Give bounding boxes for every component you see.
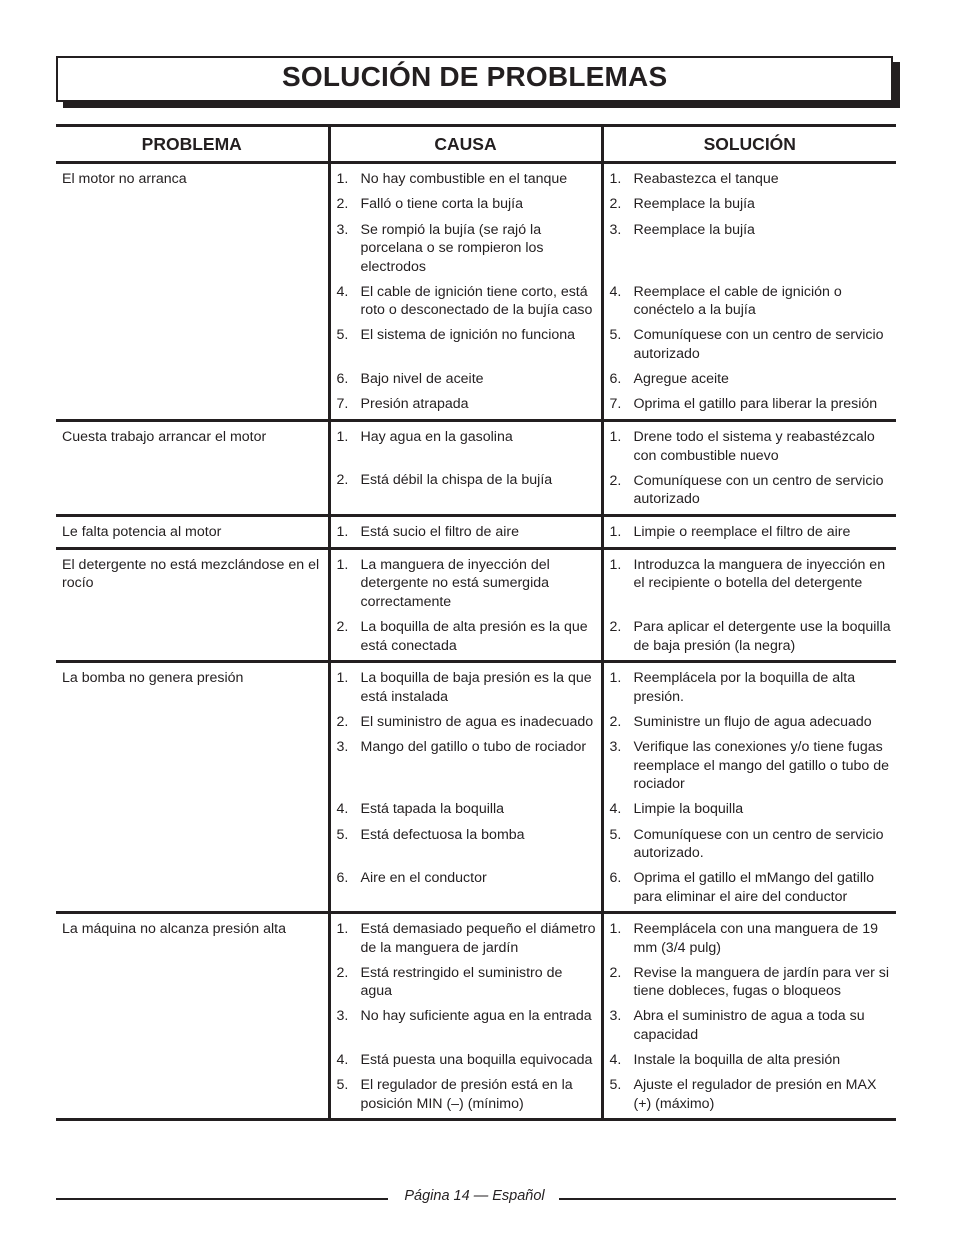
solution-text: Reemplace la bujía (633, 221, 755, 238)
solution-item (610, 523, 893, 542)
table-body (56, 163, 896, 1120)
item-number: 3. (336, 739, 349, 756)
cause-text: Se rompió la bujía (se rajó la porcelana o se rompieron los electrodos (360, 221, 544, 275)
item-number: 2. (609, 196, 622, 213)
solution-item (610, 869, 893, 906)
item-number: 3. (336, 221, 349, 238)
item-number: 2. (336, 196, 349, 213)
table-row (56, 515, 896, 548)
solution-cell (602, 163, 896, 421)
solution-text: Instale la boquilla de alta presión (633, 1051, 841, 1068)
item-number: 2. (336, 964, 349, 981)
cause-item (337, 195, 597, 214)
cause-text: El regulador de presión está en la posición MIN (–) (mínimo) (360, 1076, 573, 1112)
cause-item (337, 170, 597, 189)
item-number: 4. (609, 801, 622, 818)
solution-item (610, 283, 893, 320)
title-box (56, 56, 893, 102)
table-header-row (56, 126, 896, 163)
cause-cell (329, 421, 602, 516)
cause-text: No hay combustible en el tanque (360, 171, 568, 187)
item-number: 4. (336, 801, 349, 818)
cause-item (337, 738, 597, 794)
item-number: 2. (336, 619, 349, 636)
page-title: SOLUCIÓN DE PROBLEMAS (282, 61, 668, 92)
solution-item (610, 1007, 893, 1044)
cause-text: La boquilla de baja presión es la que está instalada (360, 670, 592, 705)
cause-item (337, 556, 597, 612)
item-number: 5. (609, 826, 622, 843)
solution-item (610, 800, 893, 819)
cause-item (337, 618, 597, 655)
item-number: 1. (609, 556, 622, 573)
cause-text: Bajo nivel de aceite (360, 370, 484, 387)
item-number: 7. (609, 396, 622, 413)
table-row (56, 163, 896, 421)
header-problema: PROBLEMA (56, 126, 329, 163)
cause-cell (329, 913, 602, 1120)
item-number: 6. (336, 869, 349, 886)
cause-text: Aire en el conductor (360, 869, 487, 886)
solution-cell (602, 548, 896, 661)
item-number: 1. (609, 921, 622, 938)
cause-item (337, 669, 597, 706)
item-number: 2. (336, 472, 349, 489)
item-number: 3. (336, 1008, 349, 1025)
cause-text: Falló o tiene corta la bujía (360, 196, 523, 213)
cause-text: Está débil la chispa de la bujía (360, 472, 553, 489)
cause-text: El suministro de agua es inadecuado (360, 713, 594, 730)
solution-cell (602, 421, 896, 516)
problem-cell: La máquina no alcanza presión alta (56, 913, 329, 1120)
item-number: 2. (609, 472, 622, 489)
solution-item (610, 221, 893, 277)
solution-text: Abra el suministro de agua a toda su capacidad (633, 1008, 865, 1043)
cause-item (337, 1007, 597, 1044)
cause-text: Está sucio el filtro de aire (360, 523, 520, 540)
solution-text: Limpie o reemplace el filtro de aire (633, 523, 851, 540)
troubleshooting-table (56, 124, 896, 1121)
cause-cell (329, 548, 602, 661)
solution-text: Reabastezca el tanque (633, 171, 779, 187)
cause-cell (329, 662, 602, 913)
item-number: 4. (609, 1051, 622, 1068)
cause-text: Hay agua en la gasolina (360, 429, 513, 446)
solution-cell (602, 515, 896, 548)
item-number: 7. (336, 395, 349, 412)
cause-item (337, 523, 597, 542)
footer-text: Página 14 — Español (404, 1188, 545, 1204)
cause-text: El sistema de ignición no funciona (360, 327, 576, 344)
header-solucion: SOLUCIÓN (602, 126, 896, 163)
cause-item (337, 428, 597, 465)
cause-text: El cable de ignición tiene corto, está roto o desconectado de la bujía caso (360, 283, 593, 319)
cause-item (337, 370, 597, 389)
solution-text: Oprima el gatillo para liberar la presión (633, 396, 878, 413)
cause-item (337, 471, 597, 508)
solution-text: Para aplicar el detergente use la boquilla de baja presión (la negra) (633, 619, 891, 654)
solution-item (610, 395, 893, 414)
cause-item (337, 964, 597, 1001)
item-number: 1. (336, 556, 349, 573)
solution-item (610, 1076, 893, 1113)
solution-text: Reemplácela con una manguera de 19 mm (3/4 pulg) (633, 921, 879, 956)
item-number: 6. (336, 370, 349, 387)
item-number: 3. (609, 739, 622, 756)
cause-text: La boquilla de alta presión es la que está conectada (360, 619, 588, 654)
item-number: 6. (609, 870, 622, 887)
footer-rule-left (56, 1198, 388, 1200)
cause-item (337, 1076, 597, 1113)
item-number: 3. (609, 1008, 622, 1025)
item-number: 1. (336, 670, 349, 687)
problem-cell: La bomba no genera presión (56, 662, 329, 913)
item-number: 2. (609, 964, 622, 981)
solution-item (610, 170, 893, 189)
solution-item (610, 195, 893, 214)
solution-item (610, 713, 893, 732)
solution-text: Agregue aceite (633, 370, 729, 387)
item-number: 3. (609, 221, 622, 238)
table-row (56, 662, 896, 913)
item-number: 4. (336, 1051, 349, 1068)
solution-item (610, 964, 893, 1001)
item-number: 1. (609, 670, 622, 687)
cause-item (337, 395, 597, 414)
item-number: 4. (609, 283, 622, 300)
solution-item (610, 428, 893, 465)
solution-text: Reemplace el cable de ignición o conéctelo a la bujía (633, 283, 842, 319)
header-causa: CAUSA (329, 126, 602, 163)
solution-item (610, 618, 893, 655)
table-row (56, 548, 896, 661)
cause-text: Está restringido el suministro de agua (360, 964, 563, 1000)
solution-item (610, 370, 893, 389)
solution-text: Drene todo el sistema y reabastézcalo con combustible nuevo (633, 429, 875, 464)
solution-text: Comuníquese con un centro de servicio autorizado (633, 472, 884, 508)
cause-text: Está tapada la boquilla (360, 801, 505, 818)
cause-item (337, 283, 597, 320)
cause-cell (329, 163, 602, 421)
table-row (56, 913, 896, 1120)
cause-text: No hay suficiente agua en la entrada (360, 1008, 592, 1025)
problem-cell: Cuesta trabajo arrancar el motor (56, 421, 329, 516)
page-footer (56, 1186, 896, 1208)
cause-item (337, 221, 597, 277)
cause-text: Presión atrapada (360, 395, 469, 412)
cause-item (337, 713, 597, 732)
item-number: 5. (336, 1076, 349, 1093)
item-number: 5. (336, 826, 349, 843)
cause-item (337, 826, 597, 863)
item-number: 5. (609, 1077, 622, 1094)
item-number: 4. (336, 283, 349, 300)
item-number: 1. (336, 921, 349, 938)
item-number: 2. (609, 619, 622, 636)
cause-text: Mango del gatillo o tubo de rociador (360, 739, 587, 756)
problem-cell: Le falta potencia al motor (56, 515, 329, 548)
item-number: 1. (336, 429, 349, 446)
solution-cell (602, 662, 896, 913)
item-number: 5. (336, 327, 349, 344)
problem-cell: El detergente no está mezclándose en el rocío (56, 548, 329, 661)
item-number: 1. (609, 171, 622, 187)
solution-text: Comuníquese con un centro de servicio autorizado. (633, 826, 884, 862)
item-number: 6. (609, 370, 622, 387)
solution-text: Limpie la boquilla (633, 801, 744, 818)
solution-item (610, 826, 893, 863)
solution-text: Suministre un flujo de agua adecuado (633, 713, 872, 730)
item-number: 2. (336, 713, 349, 730)
cause-cell (329, 515, 602, 548)
item-number: 1. (609, 429, 622, 446)
cause-text: Está demasiado pequeño el diámetro de la manguera de jardín (360, 921, 596, 956)
solution-text: Comuníquese con un centro de servicio autorizado (633, 327, 884, 362)
cause-item (337, 869, 597, 906)
solution-item (610, 920, 893, 957)
solution-item (610, 1051, 893, 1070)
troubleshooting-table-wrapper (56, 124, 896, 1121)
solution-text: Ajuste el regulador de presión en MAX (+) (máximo) (633, 1077, 877, 1112)
solution-text: Reemplácela por la boquilla de alta presión. (633, 670, 856, 705)
item-number: 1. (336, 523, 349, 540)
solution-text: Reemplace la bujía (633, 196, 755, 213)
item-number: 2. (609, 713, 622, 730)
cause-text: Está defectuosa la bomba (360, 826, 525, 843)
footer-rule-right (559, 1198, 896, 1200)
item-number: 1. (336, 171, 349, 187)
solution-text: Verifique las conexiones y/o tiene fugas reemplace el mango del gatillo o tubo de rociador (633, 739, 890, 793)
item-number: 1. (609, 523, 622, 540)
solution-text: Oprima el gatillo el mMango del gatillo para eliminar el aire del conductor (633, 870, 875, 905)
problem-cell: El motor no arranca (56, 163, 329, 421)
cause-item (337, 920, 597, 957)
item-number: 5. (609, 327, 622, 344)
solution-cell (602, 913, 896, 1120)
solution-item (610, 326, 893, 363)
solution-item (610, 669, 893, 706)
solution-item (610, 738, 893, 794)
cause-item (337, 800, 597, 819)
cause-item (337, 1051, 597, 1070)
cause-item (337, 326, 597, 363)
solution-text: Introduzca la manguera de inyección en el recipiente o botella del detergente (633, 556, 886, 592)
cause-text: La manguera de inyección del detergente no está sumergida correctamente (360, 556, 550, 611)
solution-item (610, 472, 893, 509)
table-row (56, 421, 896, 516)
cause-text: Está puesta una boquilla equivocada (360, 1051, 593, 1068)
solution-text: Revise la manguera de jardín para ver si tiene dobleces, fugas o bloqueos (633, 964, 890, 1000)
solution-item (610, 556, 893, 612)
